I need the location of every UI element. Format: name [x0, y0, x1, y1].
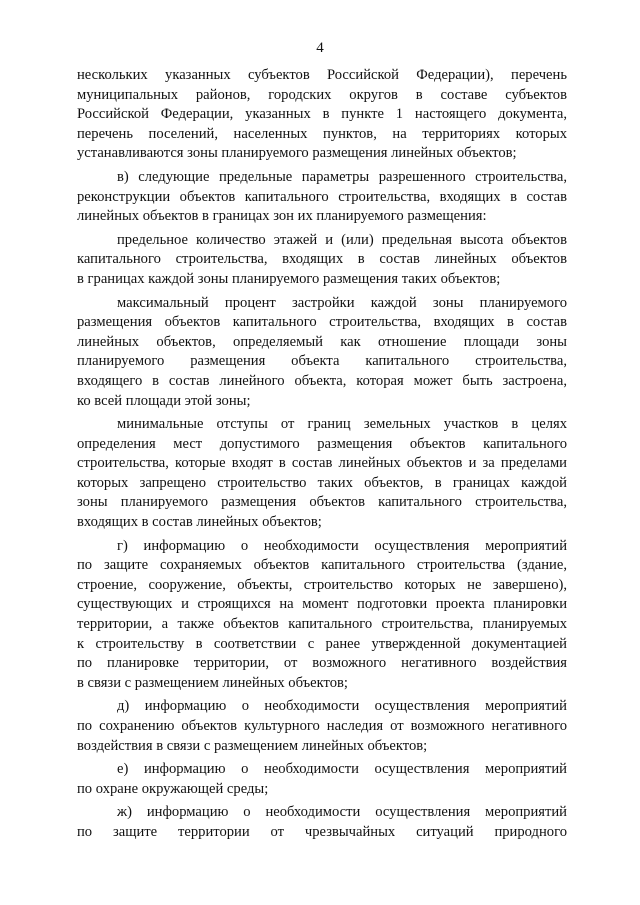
- text-line: к строительству в соответствии с ранее утвержденной документацией: [77, 635, 567, 652]
- text-line: по планировке территории, от возможного негативного воздействия: [77, 655, 567, 672]
- text-line: по защите территории от чрезвычайных ситуаций природного: [77, 823, 567, 840]
- text-line: которых запрещено строительство таких объектов, в границах каждой: [77, 474, 567, 491]
- text-line: по сохранению объектов культурного наследия от возможного негативного: [77, 718, 567, 734]
- text-line: входящего в состав линейного объекта, которая может быть застроена,: [77, 372, 567, 389]
- text-line: воздействия в связи с размещением линейных объектов;: [77, 737, 428, 754]
- text-line: ж) информацию о необходимости осуществления мероприятий: [117, 804, 567, 821]
- text-line: максимальный процент застройки каждой зоны планируемого: [117, 294, 567, 311]
- text-line: строение, сооружение, объекты, строительство которых не завершено),: [77, 576, 567, 593]
- text-line: линейных объектов в границах зон их планируемого размещения:: [77, 208, 487, 225]
- text-line: в границах каждой зоны планируемого размещения таких объектов;: [77, 270, 501, 287]
- text-line: реконструкции объектов капитального строительства, входящих в состав: [77, 188, 567, 205]
- text-line: г) информацию о необходимости осуществления мероприятий: [117, 537, 567, 554]
- text-line: в связи с размещением линейных объектов;: [77, 674, 348, 691]
- text-line: капитального строительства, входящих в состав линейных объектов: [77, 251, 567, 268]
- text-line: минимальные отступы от границ земельных участков в целях: [117, 416, 567, 433]
- text-line: муниципальных районов, городских округов в составе субъектов: [77, 86, 567, 103]
- text-line: по охране окружающей среды;: [77, 780, 269, 797]
- text-line: по защите сохраняемых объектов капитального строительства (здание,: [77, 557, 567, 574]
- text-line: строительства, которые входят в состав линейных объектов и за пределами: [77, 455, 567, 472]
- page-number: 4: [316, 40, 324, 56]
- text-line: планируемого размещения объекта капитального строительства,: [77, 353, 567, 370]
- text-line: е) информацию о необходимости осуществления мероприятий: [117, 761, 567, 778]
- body-text: [77, 66, 567, 843]
- text-line: определения мест допустимого размещения объектов капитального: [77, 435, 567, 452]
- text-line: предельное количество этажей и (или) предельная высота объектов: [117, 231, 567, 248]
- text-line: Российской Федерации, указанных в пункте 1 настоящего документа,: [77, 106, 567, 123]
- text-line: территории, а также объектов капитального строительства, планируемых: [77, 616, 567, 633]
- text-line: размещения объектов капитального строительства, входящих в состав: [77, 314, 567, 331]
- text-line: устанавливаются зоны планируемого размещения линейных объектов;: [77, 145, 517, 162]
- text-line: существующих и строящихся на момент подготовки проекта планировки: [77, 596, 567, 613]
- text-line: ко всей площади этой зоны;: [77, 392, 251, 409]
- text-line: в) следующие предельные параметры разрешенного строительства,: [117, 168, 567, 185]
- text-line: зоны планируемого размещения объектов капитального строительства,: [77, 494, 567, 511]
- text-line: перечень поселений, населенных пунктов, на территориях которых: [77, 125, 567, 142]
- text-line: входящих в состав линейных объектов;: [77, 514, 322, 531]
- text-line: линейных объектов, определяемый как отношение площади зоны: [77, 333, 567, 350]
- text-line: д) информацию о необходимости осуществления мероприятий: [117, 698, 567, 715]
- text-line: нескольких указанных субъектов Российской Федерации), перечень: [77, 67, 567, 83]
